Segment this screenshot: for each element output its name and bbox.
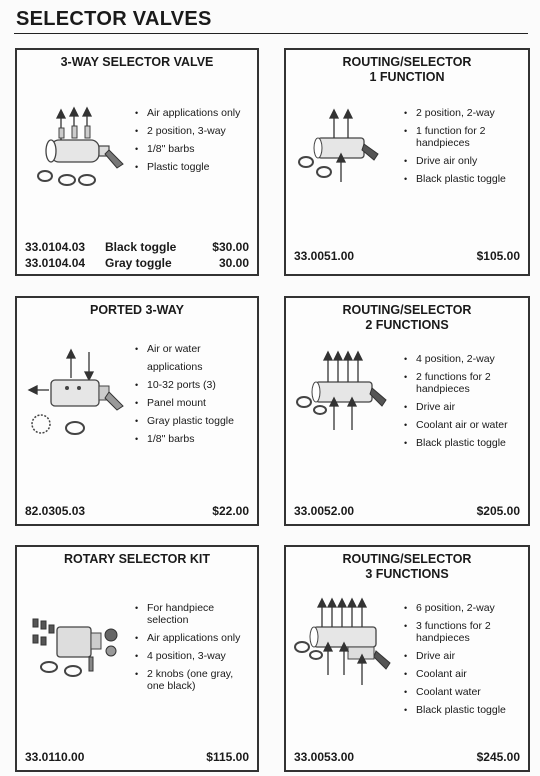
product-card-routing-selector-1-function: [284, 48, 530, 276]
feature-item: • 6 position, 2-way: [404, 599, 522, 617]
feature-list: [135, 599, 253, 695]
card-title: ROTARY SELECTOR KIT: [63, 552, 211, 566]
feature-item: • Drive air only: [404, 152, 522, 170]
part-number: 33.0104.04: [25, 256, 86, 270]
feature-item: • Coolant water: [404, 683, 522, 701]
card-title: ROUTING/SELECTOR 3 FUNCTIONS: [342, 552, 472, 581]
feature-item: • 1/8" barbs: [135, 430, 255, 448]
feature-item: • Drive air: [404, 647, 522, 665]
price-row: [25, 504, 249, 520]
feature-item: • 2 knobs (one gray, one black): [135, 668, 243, 692]
feature-list: [404, 350, 522, 452]
title-divider: [14, 33, 528, 34]
product-card-ported-3-way: [15, 296, 259, 526]
feature-item: • For handpiece selection: [135, 602, 233, 626]
card-title: PORTED 3-WAY: [89, 303, 184, 317]
feature-item: • 1/8" barbs: [135, 140, 253, 158]
feature-list: [135, 104, 253, 176]
feature-item: • Drive air: [404, 398, 522, 416]
card-title: ROUTING/SELECTOR 2 FUNCTIONS: [342, 303, 472, 332]
price: $115.00: [206, 750, 249, 764]
feature-list: [135, 340, 255, 448]
ported-valve-illustration: [27, 348, 127, 458]
price: $22.00: [212, 504, 249, 518]
feature-item: • Coolant air or water: [404, 416, 522, 434]
price: 30.00: [218, 256, 249, 270]
feature-item: • 2 functions for 2 handpieces: [404, 371, 496, 395]
feature-item: • 3 functions for 2 handpieces: [404, 620, 496, 644]
feature-item: • Gray plastic toggle: [135, 412, 255, 430]
rotary-kit-illustration: [27, 605, 127, 705]
price: $105.00: [476, 249, 520, 263]
selector-valve-illustration: [37, 106, 137, 206]
part-number: 33.0052.00: [294, 504, 355, 518]
feature-list: [404, 104, 522, 188]
part-number: 33.0053.00: [294, 750, 355, 764]
feature-item: • Air applications only: [135, 104, 253, 122]
feature-item: • Air or water applications: [135, 340, 255, 376]
card-title: 3-WAY SELECTOR VALVE: [60, 55, 214, 69]
price-row: [25, 256, 249, 272]
page-title: SELECTOR VALVES: [16, 8, 212, 30]
feature-item: • Black plastic toggle: [404, 701, 522, 719]
routing-selector-illustration: [294, 350, 394, 460]
feature-item: • 2 position, 2-way: [404, 104, 522, 122]
price-row: [294, 249, 520, 265]
product-card-rotary-selector-kit: [15, 545, 259, 772]
feature-item: • Plastic toggle: [135, 158, 253, 176]
card-title: ROUTING/SELECTOR 1 FUNCTION: [342, 55, 472, 84]
product-card-routing-selector-2-functions: [284, 296, 530, 526]
routing-selector-illustration: [292, 595, 396, 705]
price-row: [294, 750, 520, 766]
price-row: [25, 240, 249, 256]
product-card-routing-selector-3-functions: [284, 545, 530, 772]
part-number: 33.0104.03: [25, 240, 86, 254]
price-row: [25, 750, 249, 766]
routing-selector-illustration: [296, 108, 396, 208]
feature-item: • Black plastic toggle: [404, 170, 522, 188]
product-card-3-way-selector-valve: [15, 48, 259, 276]
price-row: [294, 504, 520, 520]
feature-item: • Panel mount: [135, 394, 255, 412]
price: $205.00: [476, 504, 520, 518]
feature-item: • Black plastic toggle: [404, 434, 522, 452]
part-number: 33.0110.00: [25, 750, 85, 764]
feature-item: • Air applications only: [135, 629, 253, 647]
price: $30.00: [212, 240, 249, 254]
feature-item: • 4 position, 2-way: [404, 350, 522, 368]
part-number: 33.0051.00: [294, 249, 355, 263]
variant-description: Black toggle: [105, 240, 177, 254]
feature-item: • 10-32 ports (3): [135, 376, 255, 394]
feature-item: • Coolant air: [404, 665, 522, 683]
feature-item: • 2 position, 3-way: [135, 122, 253, 140]
price: $245.00: [476, 750, 520, 764]
part-number: 82.0305.03: [25, 504, 86, 518]
feature-item: • 4 position, 3-way: [135, 647, 253, 665]
feature-item: • 1 function for 2 handpieces: [404, 125, 496, 149]
variant-description: Gray toggle: [105, 256, 172, 270]
feature-list: [404, 599, 522, 719]
